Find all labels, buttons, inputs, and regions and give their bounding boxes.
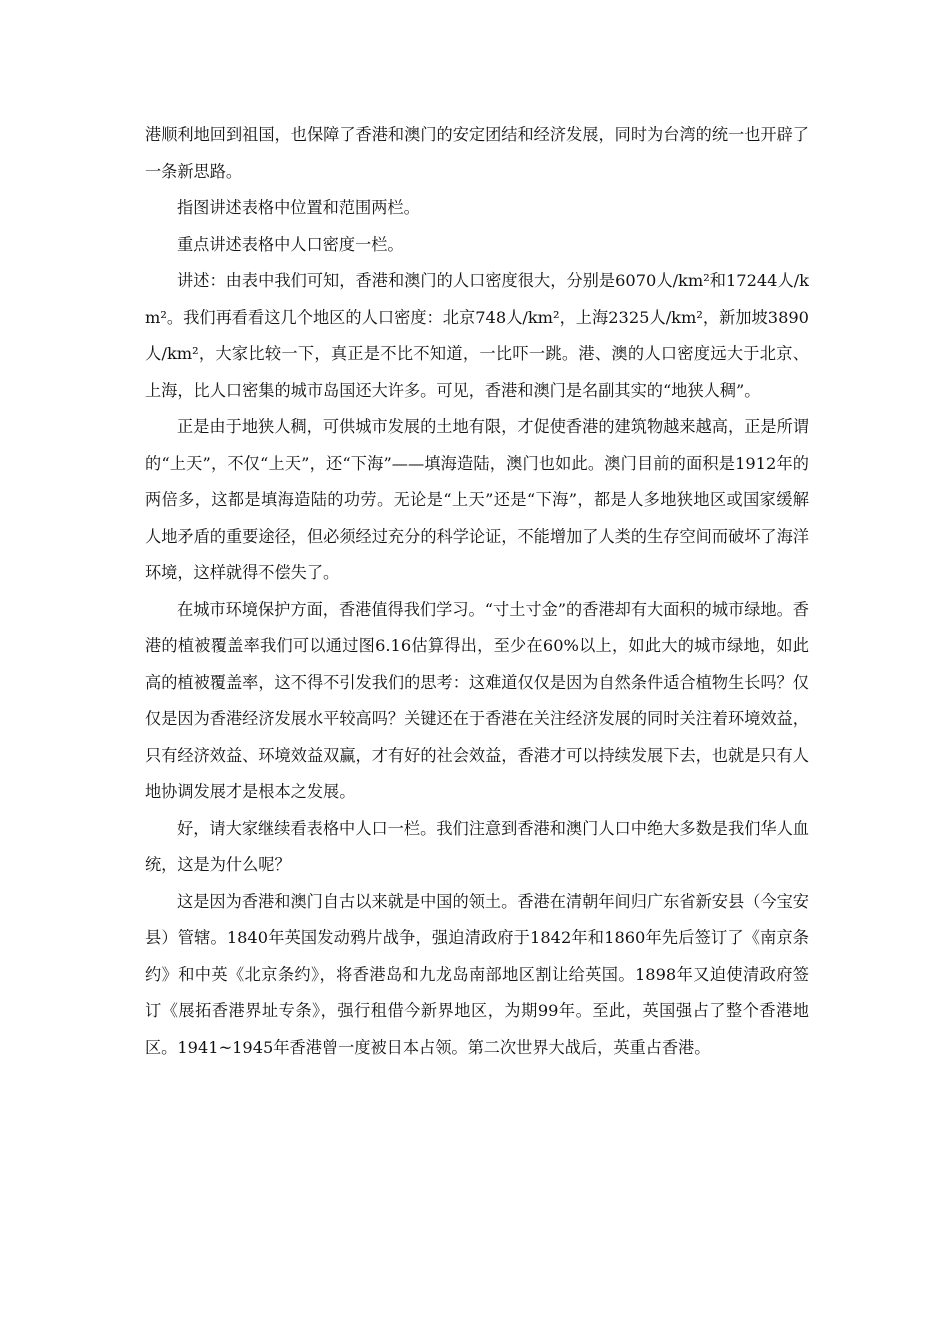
paragraph-continuation: 港顺利地回到祖国，也保障了香港和澳门的安定团结和经济发展，同时为台湾的统一也开辟了一条新思路。 bbox=[145, 125, 809, 181]
paragraph-density-note: 重点讲述表格中人口密度一栏。 bbox=[177, 234, 404, 254]
paragraph-history: 这是因为香港和澳门自古以来就是中国的领土。香港在清朝年间归广东省新安县（今宝安县）管辖。1840年英国发动鸦片战争，强迫清政府于1842年和1860年先后签订了《南京条约》和中英《北京条约》，将香港岛和九龙岛南部地区割让给英国。1898年又迫使清政府签订《展拓香港界址专条》，强行租借今新界地区，为期99年。至此，英国强占了整个香港地区。1941~1945年香港曾一度被日本占领。第二次世界大战后，英重占香港。 bbox=[145, 891, 809, 1057]
paragraph-location-note: 指图讲述表格中位置和范围两栏。 bbox=[177, 198, 420, 217]
document-body bbox=[145, 117, 809, 1066]
paragraph-density-explanation: 讲述：由表中我们可知，香港和澳门的人口密度很大，分别是6070人/km²和17244人/km²。我们再看看这几个地区的人口密度：北京748人/km²，上海2325人/km²，新加坡3890人/km²，大家比较一下，真正是不比不知道，一比吓一跳。港、澳的人口密度远大于北京、上海，比人口密集的城市岛国还大许多。可见，香港和澳门是名副其实的“地狭人稠”。 bbox=[145, 271, 809, 400]
paragraph-population: 好，请大家继续看表格中人口一栏。我们注意到香港和澳门人口中绝大多数是我们华人血统，这是为什么呢？ bbox=[145, 818, 809, 874]
paragraph-environment: 在城市环境保护方面，香港值得我们学习。“寸土寸金”的香港却有大面积的城市绿地。香港的植被覆盖率我们可以通过图6.16估算得出，至少在60%以上，如此大的城市绿地，如此高的植被覆盖率，这不得不引发我们的思考：这难道仅仅是因为自然条件适合植物生长吗？仅仅是因为香港经济发展水平较高吗？关键还在于香港在关注经济发展的同时关注着环境效益，只有经济效益、环境效益双赢，才有好的社会效益，香港才可以持续发展下去，也就是只有人地协调发展才是根本之发展。 bbox=[145, 599, 809, 801]
paragraph-land-reclamation: 正是由于地狭人稠，可供城市发展的土地有限，才促使香港的建筑物越来越高，正是所谓的“上天”，不仅“上天”，还“下海”——填海造陆，澳门也如此。澳门目前的面积是1912年的两倍多，这都是填海造陆的功劳。无论是“上天”还是“下海”，都是人多地狭地区或国家缓解人地矛盾的重要途径，但必须经过充分的科学论证，不能增加了人类的生存空间而破坏了海洋环境，这样就得不偿失了。 bbox=[145, 417, 809, 582]
